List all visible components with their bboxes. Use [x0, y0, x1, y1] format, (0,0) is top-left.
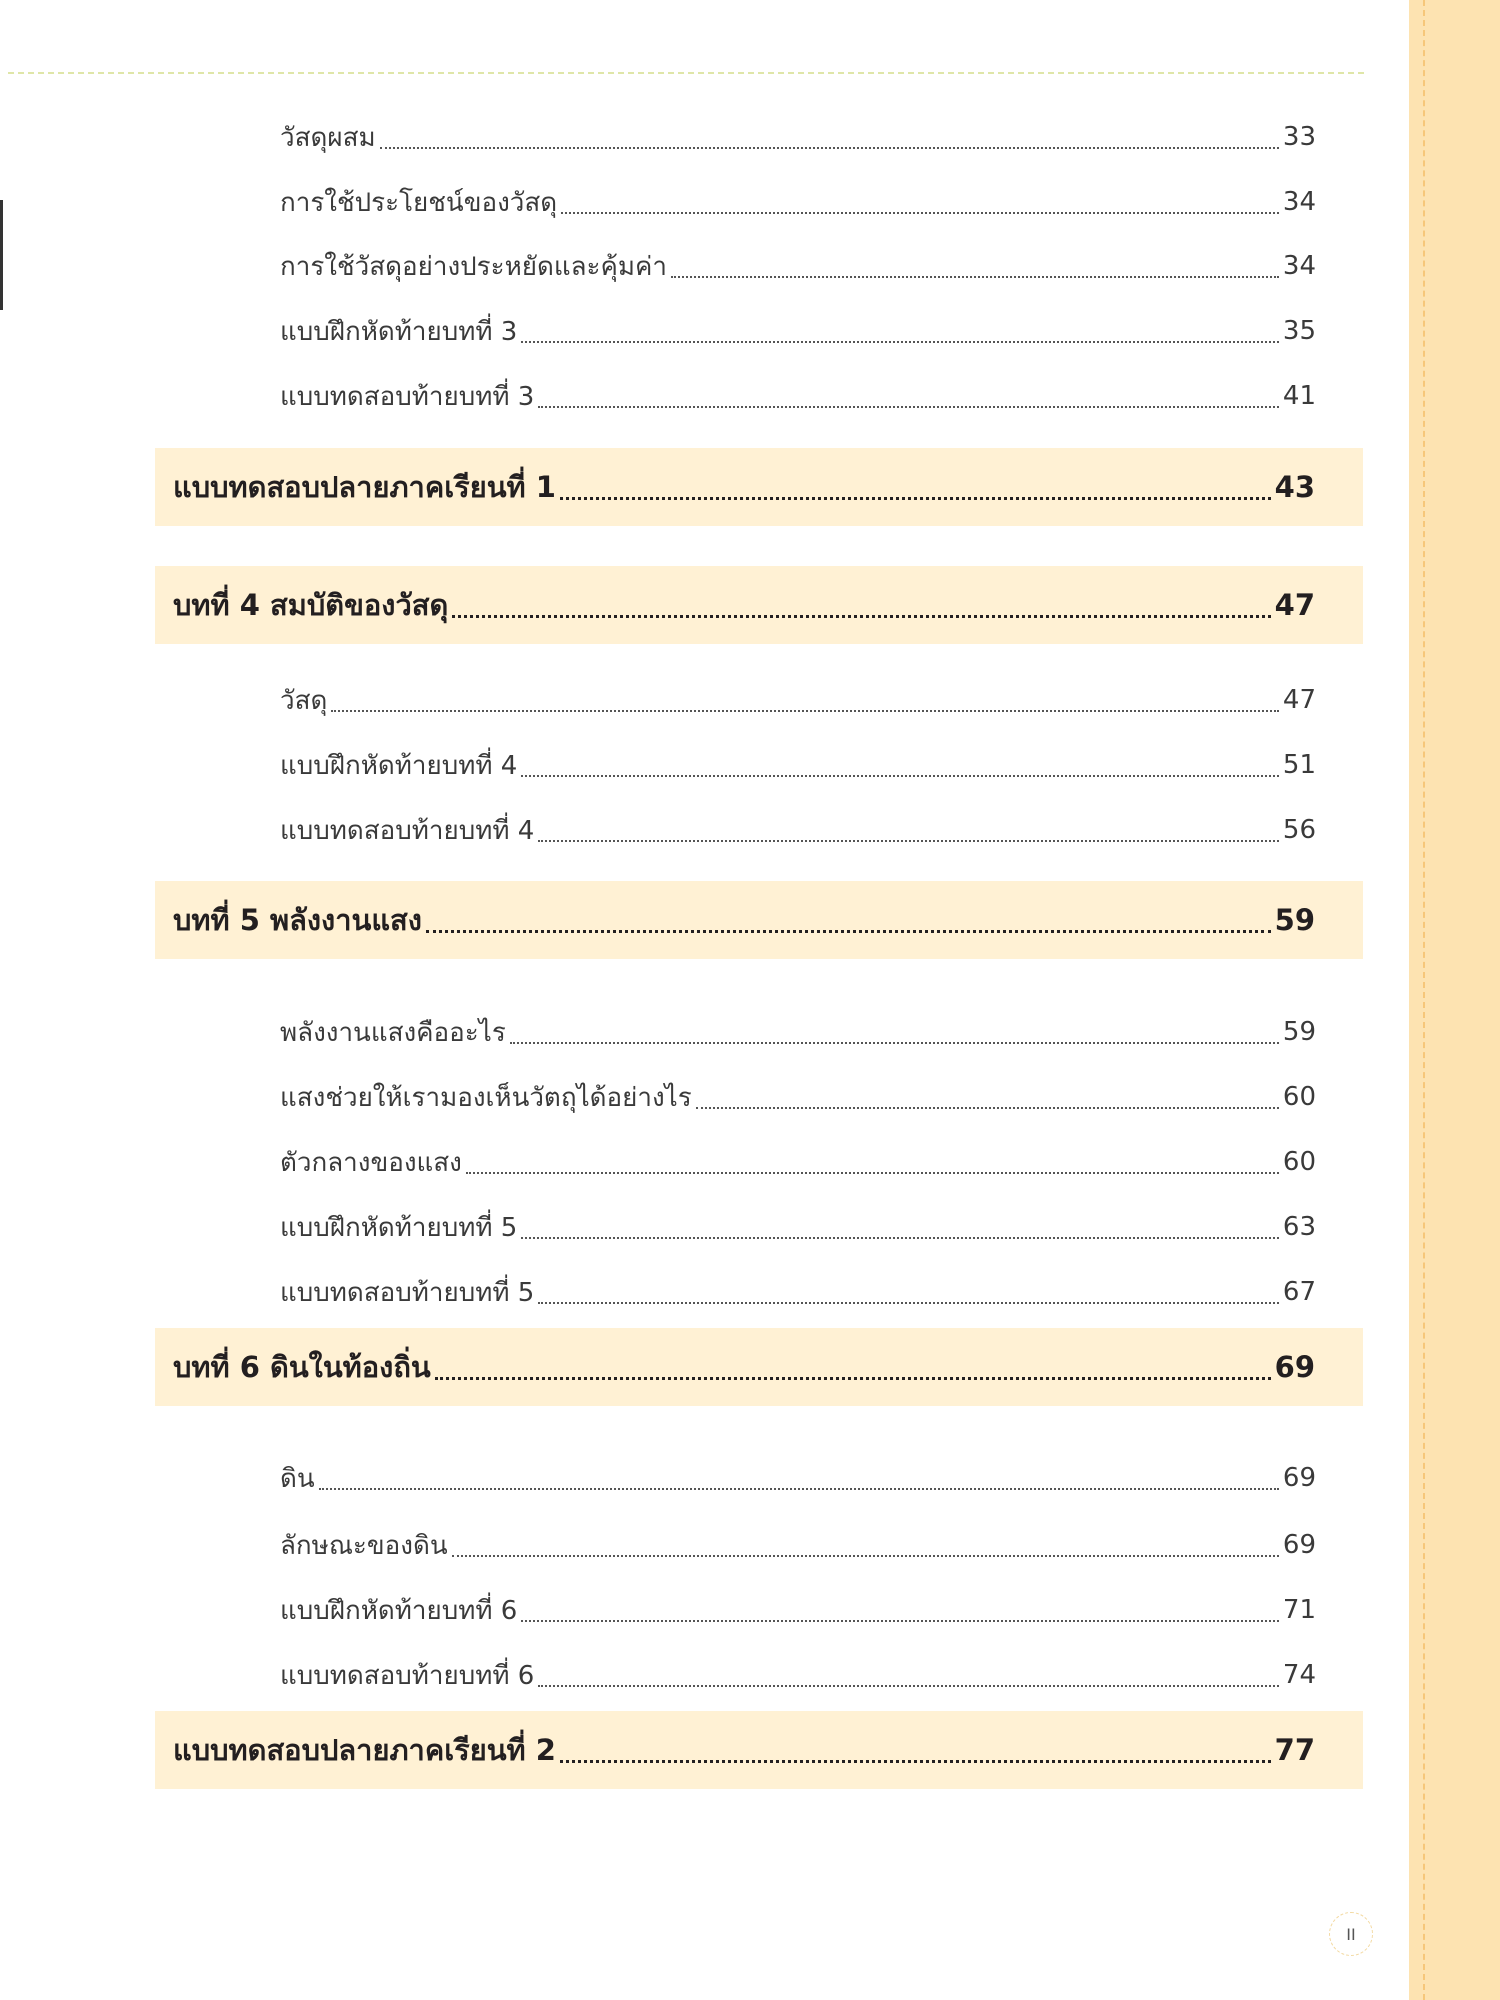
dot-leader: [521, 1619, 1279, 1622]
toc-entry-page: 43: [1274, 470, 1315, 504]
toc-entry-page: 59: [1274, 903, 1315, 937]
dot-leader: [538, 1301, 1279, 1304]
toc-entry[interactable]: [280, 170, 1316, 234]
toc-entry[interactable]: [280, 364, 1316, 428]
toc-entry-page: 60: [1282, 1147, 1316, 1177]
dot-leader: [521, 774, 1279, 777]
toc-entry-page: 69: [1274, 1350, 1315, 1384]
toc-entry-title: แบบฝึกหัดท้ายบทที่ 4: [280, 750, 518, 781]
toc-entry-page: 74: [1282, 1660, 1316, 1690]
toc-entry-page: 69: [1282, 1530, 1316, 1560]
toc-entry-title: บทที่ 6 ดินในท้องถิ่น: [173, 1350, 431, 1384]
toc-entry-title: พลังงานแสงคืออะไร: [280, 1017, 506, 1048]
toc-entry-title: แบบทดสอบปลายภาคเรียนที่ 2: [173, 1733, 556, 1767]
toc-entry-page: 56: [1282, 815, 1316, 845]
toc-entry-title: แบบทดสอบท้ายบทที่ 4: [280, 815, 535, 846]
toc-entry-page: 34: [1282, 187, 1316, 217]
toc-entry[interactable]: [280, 798, 1316, 862]
toc-entry-page: 67: [1282, 1277, 1316, 1307]
toc-entry-page: 34: [1282, 251, 1316, 281]
dot-leader: [452, 614, 1270, 618]
dot-leader: [435, 1376, 1271, 1380]
toc-entry-title: แบบทดสอบปลายภาคเรียนที่ 1: [173, 470, 556, 504]
dot-leader: [510, 1041, 1279, 1044]
toc-entry-title: วัสดุ: [280, 685, 328, 716]
dot-leader: [521, 1236, 1279, 1239]
toc-entry-title: แบบทดสอบท้ายบทที่ 5: [280, 1277, 535, 1308]
toc-entry-page: 59: [1282, 1017, 1316, 1047]
toc-entry[interactable]: [280, 105, 1316, 169]
toc-entry[interactable]: [280, 1195, 1316, 1259]
toc-entry-page: 69: [1282, 1463, 1316, 1493]
toc-entry-page: 77: [1274, 1733, 1315, 1767]
dot-leader: [380, 146, 1279, 149]
dot-leader: [452, 1554, 1279, 1557]
toc-entry-page: 47: [1274, 588, 1315, 622]
toc-entry-page: 41: [1282, 381, 1316, 411]
toc-entry-title: แสงช่วยให้เรามองเห็นวัตถุได้อย่างไร: [280, 1082, 692, 1113]
toc-entry-title: บทที่ 4 สมบัติของวัสดุ: [173, 588, 449, 622]
toc-entry-title: ดิน: [280, 1463, 315, 1494]
toc-entry-title: แบบฝึกหัดท้ายบทที่ 6: [280, 1595, 518, 1626]
toc-entry[interactable]: [280, 1643, 1316, 1707]
toc-entry-page: 51: [1282, 750, 1316, 780]
page-number-label: II: [1346, 1924, 1356, 1944]
dot-leader: [466, 1171, 1279, 1174]
dot-leader: [560, 1759, 1271, 1763]
toc-entry-page: 33: [1282, 122, 1316, 152]
dot-leader: [671, 275, 1279, 278]
dot-leader: [538, 839, 1279, 842]
toc-chapter-entry[interactable]: [155, 1711, 1363, 1789]
dot-leader: [521, 340, 1279, 343]
toc-chapter-entry[interactable]: [155, 448, 1363, 526]
toc-entry[interactable]: [280, 733, 1316, 797]
dot-leader: [538, 1684, 1279, 1687]
dot-leader: [560, 496, 1271, 500]
toc-entry[interactable]: [280, 1000, 1316, 1064]
toc-entry-page: 60: [1282, 1082, 1316, 1112]
toc-entry-title: แบบทดสอบท้ายบทที่ 6: [280, 1660, 535, 1691]
toc-entry[interactable]: [280, 1513, 1316, 1577]
toc-entry-title: ตัวกลางของแสง: [280, 1147, 462, 1178]
toc-entry[interactable]: [280, 668, 1316, 732]
page-number: [1329, 1912, 1373, 1956]
toc-entry-title: แบบฝึกหัดท้ายบทที่ 5: [280, 1212, 518, 1243]
side-band-dashed-line: [1423, 0, 1425, 2000]
toc-entry-title: วัสดุผสม: [280, 122, 376, 153]
dot-leader: [538, 405, 1279, 408]
dot-leader: [696, 1106, 1279, 1109]
toc-entry[interactable]: [280, 234, 1316, 298]
toc-entry-title: แบบฝึกหัดท้ายบทที่ 3: [280, 316, 518, 347]
toc-entry-title: ลักษณะของดิน: [280, 1530, 448, 1561]
toc-entry-title: แบบทดสอบท้ายบทที่ 3: [280, 381, 535, 412]
toc-entry-page: 47: [1282, 685, 1316, 715]
toc-entry-page: 71: [1282, 1595, 1316, 1625]
toc-entry[interactable]: [280, 1578, 1316, 1642]
toc-entry[interactable]: [280, 1446, 1316, 1510]
toc-chapter-entry[interactable]: [155, 1328, 1363, 1406]
toc-entry-page: 35: [1282, 316, 1316, 346]
toc-entry[interactable]: [280, 1065, 1316, 1129]
dot-leader: [319, 1487, 1279, 1490]
toc-entry[interactable]: [280, 1260, 1316, 1324]
dot-leader: [561, 211, 1279, 214]
toc-entry[interactable]: [280, 299, 1316, 363]
toc-entry-page: 63: [1282, 1212, 1316, 1242]
toc-entry-title: การใช้ประโยชน์ของวัสดุ: [280, 187, 558, 218]
toc-chapter-entry[interactable]: [155, 881, 1363, 959]
toc-entry[interactable]: [280, 1130, 1316, 1194]
dot-leader: [331, 709, 1279, 712]
toc-entry-title: บทที่ 5 พลังงานแสง: [173, 903, 422, 937]
toc-entry-title: การใช้วัสดุอย่างประหยัดและคุ้มค่า: [280, 251, 668, 282]
toc-chapter-entry[interactable]: [155, 566, 1363, 644]
dot-leader: [426, 929, 1271, 933]
